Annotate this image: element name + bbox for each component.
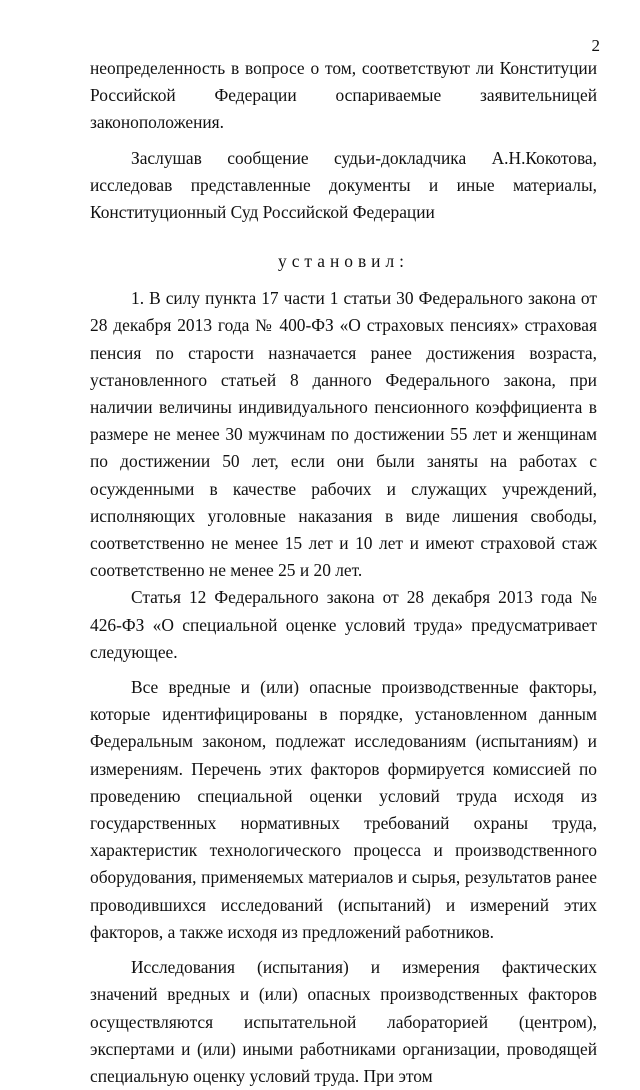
- page-number: 2: [591, 36, 600, 55]
- ruling-heading: установил:: [278, 251, 409, 272]
- paragraph-harmful-factors: Все вредные и (или) опасные производственные факторы, которые идентифицированы в порядке, установленном данным Федеральным законом, подлежат исследованиям (испытаниям) и измерениям. Перечень этих факторов формируется комиссией по проведению специальной оценки условий труда исходя из государственных нормативных требований охраны труда, характеристик технологического процесса и производственного оборудования, применяемых материалов и сырья, результатов ранее проводившихся исследований (испытаний) и измерений этих факторов, а также исходя из предложений работников.: [90, 677, 597, 942]
- paragraph-item-1: 1. В силу пункта 17 части 1 статьи 30 Федерального закона от 28 декабря 2013 года № 400-ФЗ «О страховых пенсиях» страховая пенсия по старости назначается ранее достижения возраста, установленного статьей 8 данного Федерального закона, при наличии величины индивидуального пенсионного коэффициента в размере не менее 30 мужчинам по достижении 55 лет и женщинам по достижении 50 лет, если они были заняты на работах с осужденными в качестве рабочих и служащих учреждений, исполняющих уголовные наказания в виде лишения свободы, соответственно не менее 15 лет и 10 лет и имеют страховой стаж соответственно не менее 25 и 20 лет.: [90, 288, 597, 581]
- paragraph-continuation: неопределенность в вопросе о том, соответствуют ли Конституции Российской Федерации оспариваемые заявительницей законоположения.: [90, 58, 597, 133]
- paragraph-article-12: Статья 12 Федерального закона от 28 декабря 2013 года № 426-ФЗ «О специальной оценке условий труда» предусматривает следующее.: [90, 587, 597, 662]
- document-body: [90, 55, 597, 1090]
- paragraph-hearing: Заслушав сообщение судьи-докладчика А.Н.Кокотова, исследовав представленные документы и иные материалы, Конституционный Суд Российской Федерации: [90, 147, 597, 223]
- paragraph-measurements: Исследования (испытания) и измерения фактических значений вредных и (или) опасных производственных факторов осуществляются испытательной лабораторией (центром), экспертами и (или) иными работниками организации, проводящей специальную оценку условий труда. При этом: [90, 957, 597, 1086]
